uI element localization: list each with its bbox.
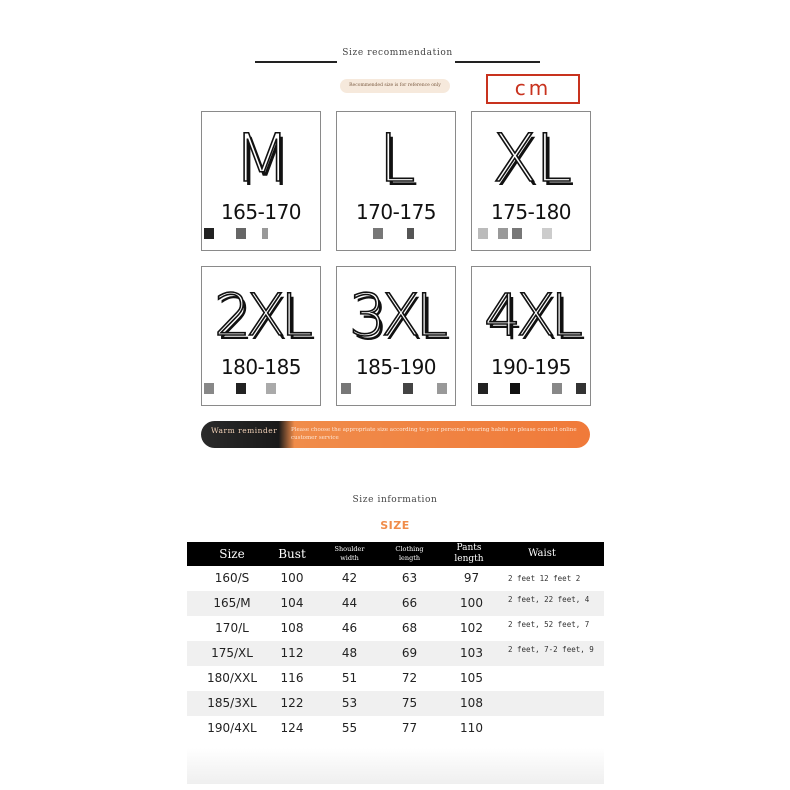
- size-table-header: [187, 542, 604, 566]
- cell-pants: 97: [463, 571, 480, 585]
- size-card-xl: [471, 111, 591, 251]
- cell-waist: 2 feet, 7-2 feet, 9: [508, 645, 594, 654]
- height-range: 175-180: [490, 200, 572, 224]
- height-range: 190-195: [490, 355, 572, 379]
- cell-waist: 2 feet, 22 feet, 4: [508, 595, 590, 604]
- cell-shoulder: 51: [341, 671, 358, 685]
- cell-bust: 104: [280, 596, 304, 610]
- cell-clothing: 77: [401, 721, 418, 735]
- cell-pants: 102: [460, 621, 483, 635]
- blurred-weight: [337, 383, 455, 397]
- cell-clothing: 68: [401, 621, 418, 635]
- cell-bust: 116: [280, 671, 304, 685]
- table-row: [187, 616, 604, 641]
- cell-shoulder: 48: [341, 646, 358, 660]
- reminder-label: Warm reminder: [211, 426, 278, 435]
- cell-pants: 108: [460, 696, 483, 710]
- size-card-l: [336, 111, 456, 251]
- cell-bust: 108: [280, 621, 304, 635]
- cell-pants: 110: [460, 721, 483, 735]
- height-range: 180-185: [220, 355, 302, 379]
- cell-clothing: 66: [401, 596, 418, 610]
- table-row: [187, 666, 604, 691]
- cell-clothing: 69: [401, 646, 418, 660]
- title-rule-left: [255, 61, 337, 63]
- cell-size: 170/L: [215, 621, 249, 635]
- blurred-weight: [472, 383, 590, 397]
- table-footer-fade: [187, 748, 604, 784]
- height-range: 185-190: [355, 355, 437, 379]
- cell-shoulder: 42: [341, 571, 358, 585]
- cell-clothing: 63: [401, 571, 418, 585]
- cell-bust: 124: [280, 721, 304, 735]
- cell-clothing: 72: [401, 671, 418, 685]
- height-range: 170-175: [355, 200, 437, 224]
- blurred-weight: [472, 228, 590, 242]
- size-card-2xl: [201, 266, 321, 406]
- header-clothing: Clothing length: [395, 545, 424, 562]
- cell-bust: 100: [280, 571, 304, 585]
- cell-bust: 122: [280, 696, 304, 710]
- cell-size: 185/3XL: [207, 696, 257, 710]
- cell-size: 190/4XL: [207, 721, 257, 735]
- header-waist: Waist: [528, 548, 556, 559]
- cell-bust: 112: [280, 646, 304, 660]
- cell-size: 165/M: [213, 596, 251, 610]
- reference-note: Recommended size is for reference only: [340, 79, 450, 93]
- size-letter: XL: [492, 120, 570, 197]
- table-row: [187, 716, 604, 741]
- cell-pants: 103: [460, 646, 483, 660]
- warm-reminder-banner: [201, 421, 590, 448]
- cell-shoulder: 44: [341, 596, 358, 610]
- reminder-message: Please choose the appropriate size according to your personal wearing habits or please consult online customer service: [291, 427, 577, 441]
- cell-waist: 2 feet, 52 feet, 7: [508, 620, 590, 629]
- cell-size: 175/XL: [211, 646, 253, 660]
- unit-label: cm: [486, 74, 580, 104]
- size-info-title: Size information: [352, 495, 438, 505]
- table-row: [187, 691, 604, 716]
- cell-clothing: 75: [401, 696, 418, 710]
- cell-shoulder: 46: [341, 621, 358, 635]
- table-row: [187, 566, 604, 591]
- cell-shoulder: 55: [341, 721, 358, 735]
- size-letter: 2XL: [214, 281, 308, 349]
- header-shoulder: Shoulder width: [334, 545, 365, 562]
- blurred-weight: [202, 228, 320, 242]
- height-range: 165-170: [220, 200, 302, 224]
- cell-size: 180/XXL: [206, 671, 258, 685]
- header-pants: Pants length: [454, 543, 484, 564]
- title-rule-right: [455, 61, 540, 63]
- size-letter: L: [378, 120, 414, 197]
- size-card-m: [201, 111, 321, 251]
- blurred-weight: [337, 228, 455, 242]
- blurred-weight: [202, 383, 320, 397]
- size-letter: M: [233, 120, 289, 197]
- table-row: [187, 591, 604, 616]
- header-bust: Bust: [278, 547, 306, 561]
- cell-pants: 100: [460, 596, 483, 610]
- size-card-4xl: [471, 266, 591, 406]
- recommendation-title-text: Size recommendation: [342, 48, 453, 58]
- cell-size: 160/S: [214, 571, 250, 585]
- cell-shoulder: 53: [341, 696, 358, 710]
- size-card-3xl: [336, 266, 456, 406]
- cell-waist: 2 feet 12 feet 2: [508, 574, 581, 583]
- cell-pants: 105: [460, 671, 483, 685]
- table-row: [187, 641, 604, 666]
- size-letter: 4XL: [484, 281, 578, 349]
- size-letter: 3XL: [349, 281, 443, 349]
- recommendation-title: [255, 46, 540, 64]
- header-size: Size: [219, 547, 245, 561]
- size-tag: SIZE: [380, 519, 410, 532]
